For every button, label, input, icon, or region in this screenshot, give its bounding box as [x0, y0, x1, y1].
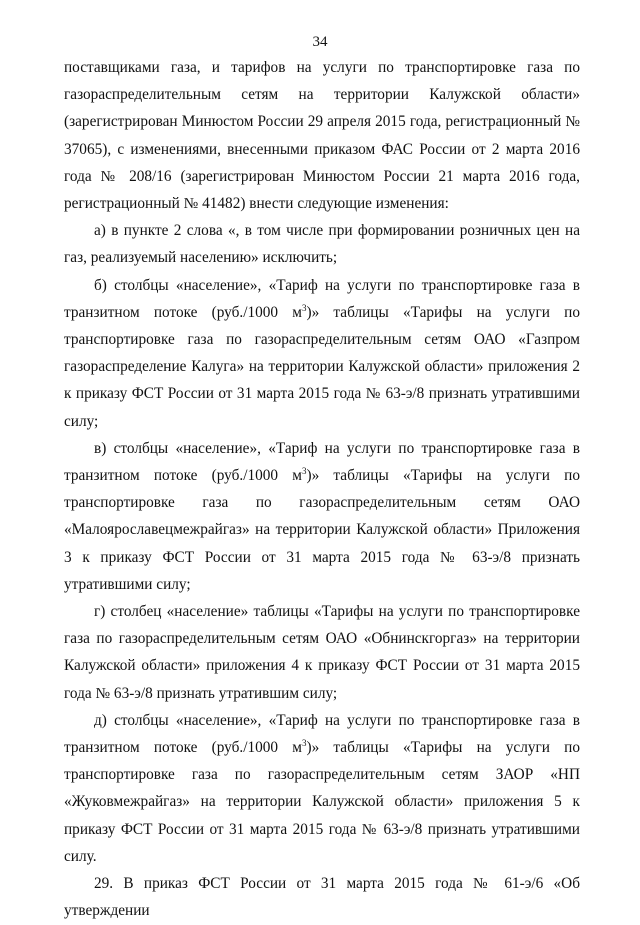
paragraph-item-d-part2: )» таблицы «Тарифы на услуги по транспортировке газа по газораспределительным сетям ЗАОР «НП «Жуковмежрайгаз» на территории Калужской области» приложения 5 к приказу ФСТ России от 31 марта 2015 года № 63-э/8 признать утратившими силу. — [64, 739, 580, 865]
superscript-cube: 3 — [301, 466, 307, 477]
paragraph-item-d — [64, 707, 580, 870]
paragraph-item-v — [64, 435, 580, 598]
paragraph-item-v-part1: в) столбцы «население», «Тариф на услуги по транспортировке газа в транзитном потоке (руб./1000 м — [64, 439, 580, 485]
paragraph-item-29: 29. В приказ ФСТ России от 31 марта 2015 года № 61-э/6 «Об утверждении — [64, 875, 580, 920]
superscript-cube: 3 — [301, 302, 307, 313]
superscript-cube: 3 — [301, 738, 307, 749]
paragraph-item-b — [64, 272, 580, 435]
paragraph-item-g: г) столбец «население» таблицы «Тарифы на услуги по транспортировке газа по газораспределительным сетям ОАО «Обнинскгоргаз» на территории Калужской области» приложения 4 к приказу ФСТ России от 31 марта 2015 года № 63-э/8 признать утратившим силу; — [64, 603, 580, 702]
page-number: 34 — [312, 34, 328, 50]
paragraph-intro: поставщиками газа, и тарифов на услуги по транспортировке газа по газораспределительным сетям на территории Калужской области» (зарегистрирован Минюстом России 29 апреля 2015 года, регистрационный № 37065), с изменениями, внесенными приказом ФАС России от 2 марта 2016 года № 208/16 (зарегистрирован Минюстом России 21 марта 2016 года, регистрационный № 41482) внести следующие изменения: — [64, 59, 580, 213]
paragraph-item-b-part1: б) столбцы «население», «Тариф на услуги по транспортировке газа в транзитном потоке (руб./1000 м — [64, 276, 580, 321]
paragraph-item-b-part2: )» таблицы «Тарифы на услуги по транспортировке газа по газораспределительным сетям ОАО «Газпром газораспределение Калуга» на территории Калужской области» приложения 2 к приказу ФСТ России от 31 марта 2015 года № 63-э/8 признать утратившими силу; — [64, 303, 580, 430]
document-body — [64, 54, 580, 925]
paragraph-item-d-part1: д) столбцы «население», «Тариф на услуги по транспортировке газа в транзитном потоке (руб./1000 м — [64, 711, 580, 757]
paragraph-item-v-part2: )» таблицы «Тарифы на услуги по транспортировке газа по газораспределительным сетям ОАО «Малоярославецмежрайгаз» на территории Калужской области» Приложения 3 к приказу ФСТ России от 31 марта 2015 года № 63-э/8 признать утратившими силу; — [64, 467, 580, 593]
paragraph-item-a: а) в пункте 2 слова «, в том числе при формировании розничных цен на газ, реализуемый населению» исключить; — [64, 222, 580, 267]
